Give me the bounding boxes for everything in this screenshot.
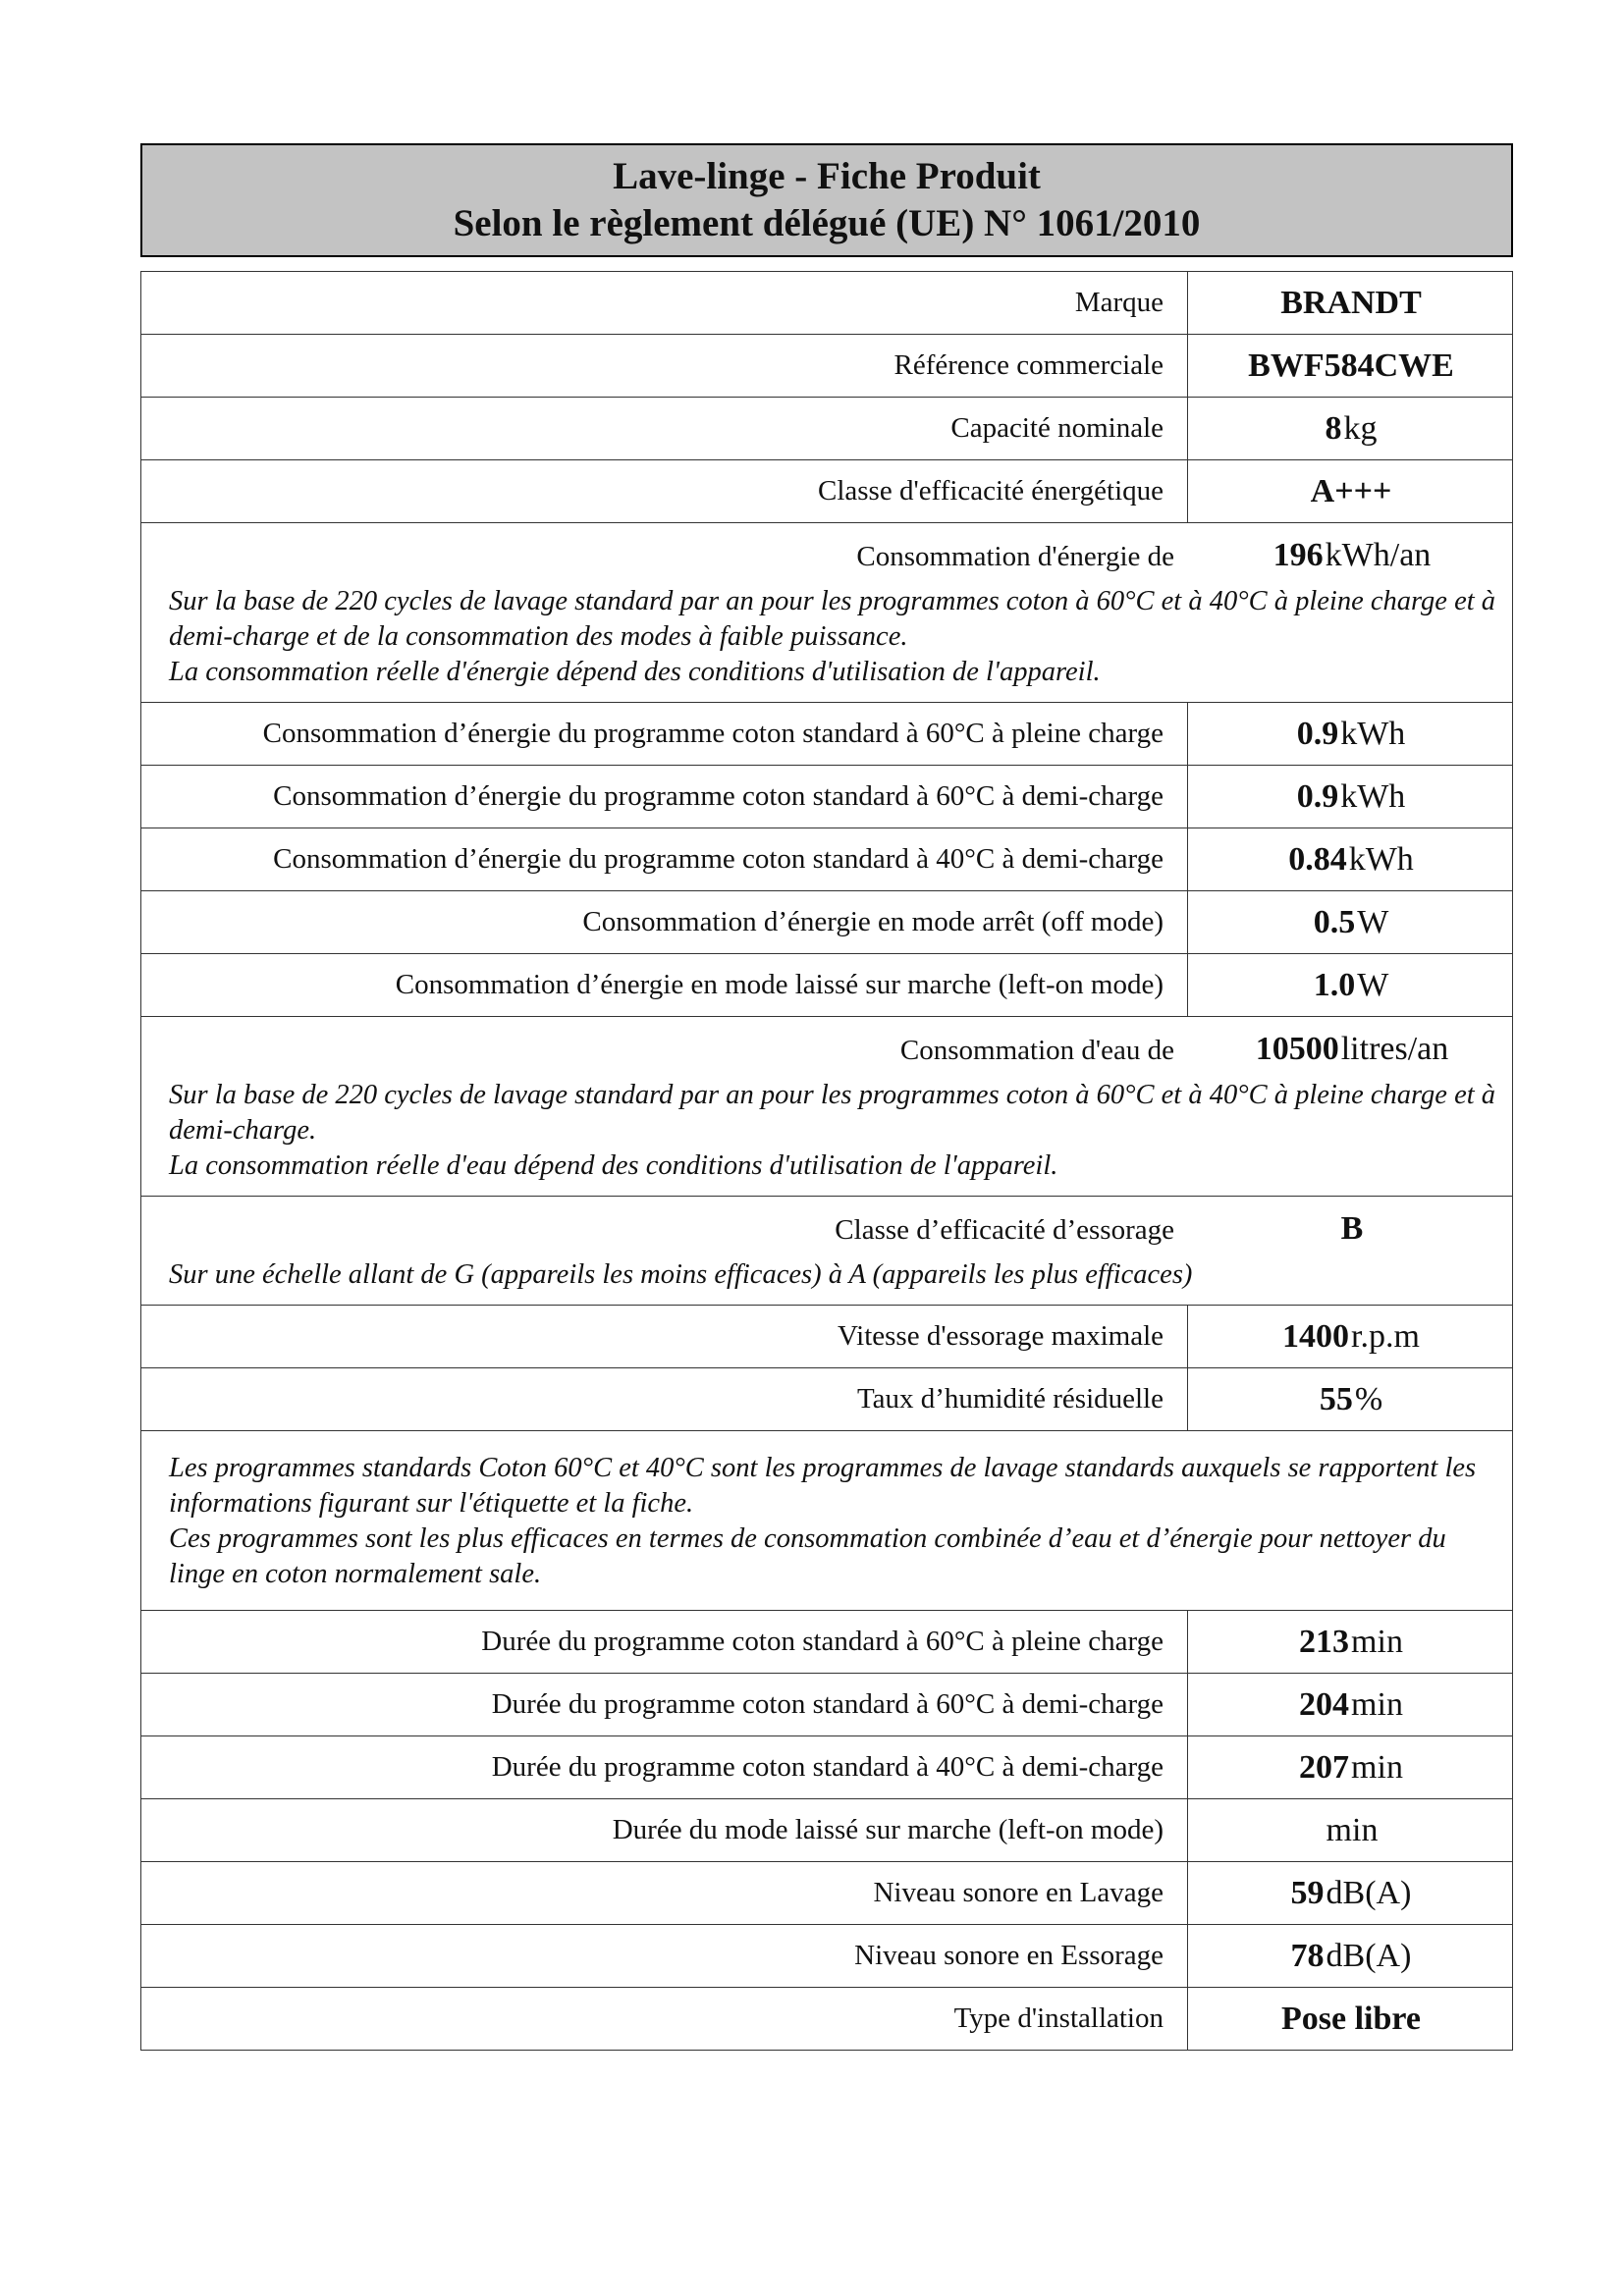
value-unit: min bbox=[1351, 1748, 1403, 1786]
value-number: 59 bbox=[1290, 1874, 1325, 1911]
row-energy-class bbox=[141, 460, 1512, 523]
note-paragraph: Sur la base de 220 cycles de lavage standard par an pour les programmes coton à 60°C et à 40°C à pleine charge et à demi-charge et de la consommation des modes à faible puissance. bbox=[169, 586, 1496, 652]
energy-note bbox=[169, 584, 1498, 690]
row-energy-40-half bbox=[141, 828, 1512, 891]
row-value bbox=[1190, 1925, 1512, 1987]
value-number: 0.84 bbox=[1288, 840, 1347, 878]
row-value bbox=[1190, 891, 1512, 953]
row-label: Consommation d’énergie du programme coton standard à 60°C à pleine charge bbox=[141, 703, 1188, 765]
row-label: Vitesse d'essorage maximale bbox=[141, 1306, 1188, 1367]
row-value bbox=[1190, 1862, 1512, 1924]
row-label: Taux d’humidité résiduelle bbox=[141, 1368, 1188, 1430]
value-number: 0.9 bbox=[1296, 715, 1339, 752]
spin-note bbox=[169, 1257, 1498, 1293]
value-number: 196 bbox=[1272, 537, 1324, 573]
value-unit: kg bbox=[1343, 409, 1378, 447]
row-label: Marque bbox=[141, 272, 1188, 334]
value-number: 213 bbox=[1299, 1623, 1350, 1660]
row-energy-consumption bbox=[141, 523, 1512, 703]
row-value bbox=[1190, 1306, 1512, 1367]
row-noise-washing bbox=[141, 1862, 1512, 1925]
row-value bbox=[1190, 1736, 1512, 1798]
value-unit: kWh/an bbox=[1325, 537, 1432, 573]
product-table bbox=[140, 271, 1513, 2051]
value-text: BWF584CWE bbox=[1248, 347, 1454, 384]
value-unit: kWh bbox=[1340, 715, 1406, 752]
value-number: 55 bbox=[1319, 1380, 1353, 1417]
value-number: 8 bbox=[1325, 409, 1342, 447]
row-humidity bbox=[141, 1368, 1512, 1431]
row-label: Consommation d’énergie du programme coton standard à 60°C à demi-charge bbox=[141, 766, 1188, 828]
value-unit: W bbox=[1357, 966, 1389, 1003]
value-text: BRANDT bbox=[1280, 284, 1422, 321]
row-energy-60-half bbox=[141, 766, 1512, 828]
value-unit: r.p.m bbox=[1351, 1317, 1420, 1355]
row-label: Durée du mode laissé sur marche (left-on mode) bbox=[141, 1799, 1188, 1861]
value-unit: W bbox=[1357, 903, 1389, 940]
row-energy-60-full bbox=[141, 703, 1512, 766]
row-label: Classe d'efficacité énergétique bbox=[141, 460, 1188, 522]
value-number: 10500 bbox=[1255, 1031, 1339, 1067]
row-label: Niveau sonore en Lavage bbox=[141, 1862, 1188, 1924]
value-number: 0.9 bbox=[1296, 777, 1339, 815]
value-unit: min bbox=[1351, 1685, 1403, 1723]
row-label: Classe d’efficacité d’essorage bbox=[835, 1214, 1174, 1246]
value-number: 1400 bbox=[1282, 1317, 1350, 1355]
row-programs-note bbox=[141, 1431, 1512, 1611]
title-box bbox=[140, 143, 1513, 257]
row-energy-off-mode bbox=[141, 891, 1512, 954]
row-value bbox=[1190, 1031, 1514, 1068]
row-spin-class bbox=[141, 1197, 1512, 1306]
value-unit: % bbox=[1354, 1380, 1383, 1417]
row-label: Durée du programme coton standard à 60°C à demi-charge bbox=[141, 1674, 1188, 1735]
note-paragraph: Sur la base de 220 cycles de lavage standard par an pour les programmes coton à 60°C et à 40°C à pleine charge et à demi-charge. bbox=[169, 1080, 1496, 1146]
value-unit: dB(A) bbox=[1326, 1874, 1412, 1911]
row-energy-left-on-mode bbox=[141, 954, 1512, 1017]
value-text: B bbox=[1340, 1210, 1364, 1247]
row-label: Durée du programme coton standard à 60°C à pleine charge bbox=[141, 1611, 1188, 1673]
row-duration-40-half bbox=[141, 1736, 1512, 1799]
note-paragraph: La consommation réelle d'eau dépend des conditions d'utilisation de l'appareil. bbox=[169, 1150, 1058, 1181]
value-unit: kWh bbox=[1348, 840, 1414, 878]
row-value bbox=[1190, 1210, 1514, 1248]
value-unit: min bbox=[1351, 1623, 1403, 1660]
row-reference bbox=[141, 335, 1512, 398]
row-label: Référence commerciale bbox=[141, 335, 1188, 397]
note-paragraph: La consommation réelle d'énergie dépend des conditions d'utilisation de l'appareil. bbox=[169, 657, 1101, 687]
note-paragraph: Ces programmes sont les plus efficaces en termes de consommation combinée d’eau et d’énergie pour nettoyer du linge en coton normalement sale. bbox=[169, 1523, 1446, 1589]
programs-note bbox=[169, 1451, 1498, 1592]
row-value bbox=[1190, 398, 1512, 459]
row-value bbox=[1190, 703, 1512, 765]
row-value bbox=[1190, 1799, 1512, 1861]
row-label: Consommation d’énergie en mode arrêt (off mode) bbox=[141, 891, 1188, 953]
row-water-consumption bbox=[141, 1017, 1512, 1197]
row-value bbox=[1190, 1611, 1512, 1673]
row-value bbox=[1190, 460, 1512, 522]
row-value bbox=[1190, 1368, 1512, 1430]
row-duration-60-full bbox=[141, 1611, 1512, 1674]
row-value bbox=[1190, 828, 1512, 890]
value-unit: min bbox=[1326, 1811, 1379, 1848]
title-line-1: Lave-linge - Fiche Produit bbox=[613, 155, 1041, 197]
water-note bbox=[169, 1078, 1498, 1184]
note-paragraph: Les programmes standards Coton 60°C et 40°C sont les programmes de lavage standards auxquels se rapportent les informations figurant sur l'étiquette et la fiche. bbox=[169, 1453, 1477, 1519]
row-label: Consommation d'eau de bbox=[899, 1035, 1174, 1066]
row-value bbox=[1190, 272, 1512, 334]
row-installation bbox=[141, 1988, 1512, 2051]
row-spin-speed bbox=[141, 1306, 1512, 1368]
row-value bbox=[1190, 1674, 1512, 1735]
row-value bbox=[1190, 335, 1512, 397]
row-label: Type d'installation bbox=[141, 1988, 1188, 2050]
row-label: Consommation d’énergie en mode laissé sur marche (left-on mode) bbox=[141, 954, 1188, 1016]
value-unit: dB(A) bbox=[1326, 1937, 1412, 1974]
row-label: Niveau sonore en Essorage bbox=[141, 1925, 1188, 1987]
row-value bbox=[1190, 766, 1512, 828]
value-text: Pose libre bbox=[1281, 2000, 1421, 2037]
value-number: 204 bbox=[1299, 1685, 1350, 1723]
value-unit: kWh bbox=[1340, 777, 1406, 815]
row-label: Durée du programme coton standard à 40°C à demi-charge bbox=[141, 1736, 1188, 1798]
row-label: Consommation d’énergie du programme coton standard à 40°C à demi-charge bbox=[141, 828, 1188, 890]
row-label: Capacité nominale bbox=[141, 398, 1188, 459]
value-number: 78 bbox=[1290, 1937, 1325, 1974]
row-value bbox=[1190, 954, 1512, 1016]
row-noise-spinning bbox=[141, 1925, 1512, 1988]
value-text: A+++ bbox=[1310, 472, 1392, 509]
value-number: 0.5 bbox=[1313, 903, 1356, 940]
value-number: 1.0 bbox=[1313, 966, 1356, 1003]
row-duration-60-half bbox=[141, 1674, 1512, 1736]
row-label: Consommation d'énergie de bbox=[856, 541, 1174, 572]
row-duration-left-on bbox=[141, 1799, 1512, 1862]
row-capacity bbox=[141, 398, 1512, 460]
note-paragraph: Sur une échelle allant de G (appareils les moins efficaces) à A (appareils les plus efficaces) bbox=[169, 1259, 1193, 1290]
row-value bbox=[1190, 1988, 1512, 2050]
value-number: 207 bbox=[1299, 1748, 1350, 1786]
row-brand bbox=[141, 272, 1512, 335]
title-line-2: Selon le règlement délégué (UE) N° 1061/2010 bbox=[453, 202, 1201, 244]
value-unit: litres/an bbox=[1340, 1031, 1449, 1067]
row-value bbox=[1190, 537, 1514, 574]
